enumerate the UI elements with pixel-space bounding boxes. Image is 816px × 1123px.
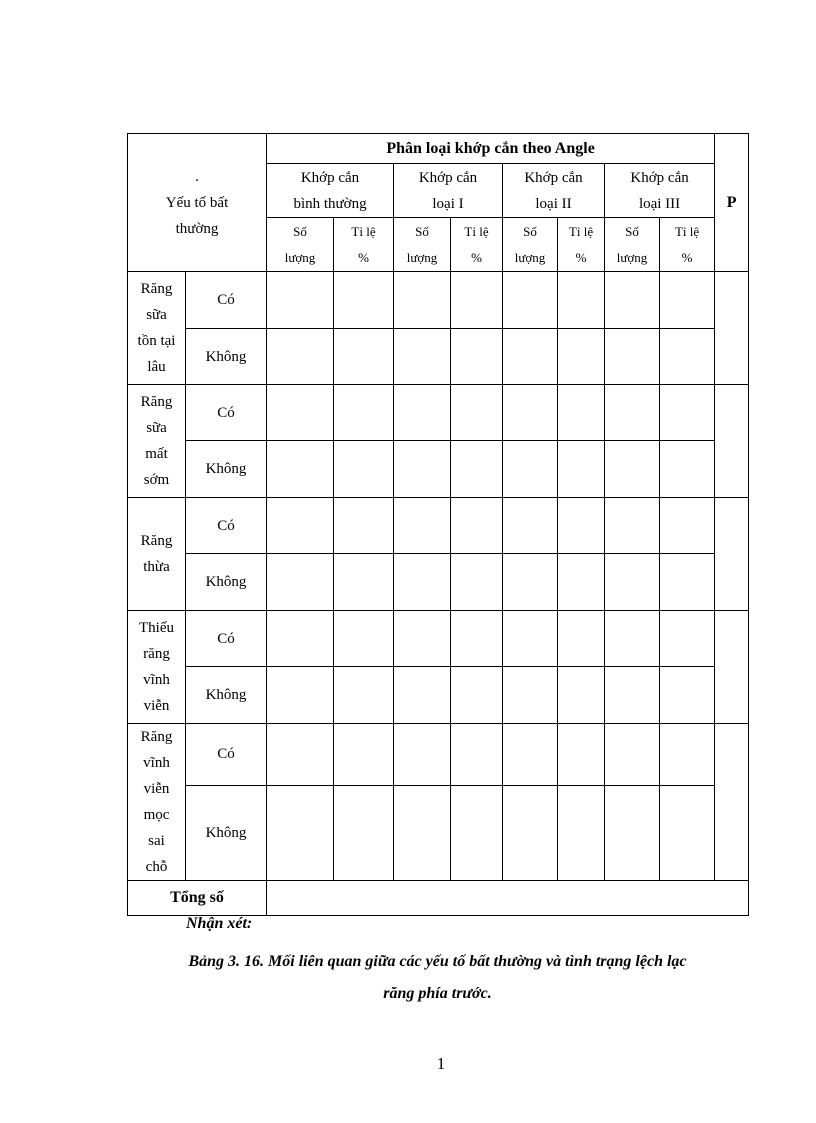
table-caption [127, 946, 748, 1010]
group-header: Khớp cắn bình thường [267, 164, 394, 218]
p-header: P [715, 134, 749, 272]
row-header-dot: . [195, 168, 199, 185]
row-header-line2: thường [175, 220, 219, 237]
factor-label: Răng thừa [128, 498, 186, 611]
group-header: Khớp cắn loại I [394, 164, 503, 218]
row-header-cell [128, 134, 267, 272]
page-number: 1 [436, 1054, 446, 1073]
sub-pct: Tỉ lệ % [660, 218, 715, 272]
sub-count: Số lượng [267, 218, 334, 272]
factor-label: Thiếu răng vĩnh viễn [128, 611, 186, 724]
row-header-line1: Yếu tố bất [165, 194, 229, 211]
p-value-cell [715, 272, 749, 385]
option-yes: Có [186, 611, 267, 667]
caption-line1: Bảng 3. 16. Mối liên quan giữa các yếu tố bất thường và tình trạng lệch lạc [188, 953, 687, 970]
note-label: Nhận xét: [186, 915, 253, 932]
option-no: Không [186, 554, 267, 611]
option-no: Không [186, 329, 267, 385]
p-value-cell [715, 611, 749, 724]
option-yes: Có [186, 385, 267, 441]
p-value-cell [715, 498, 749, 611]
factor-label: Răng vĩnh viễn mọc sai chỗ [128, 724, 186, 881]
group-header: Khớp cắn loại III [605, 164, 715, 218]
option-yes: Có [186, 272, 267, 329]
sub-count: Số lượng [605, 218, 660, 272]
factor-label: Răng sữa mất sớm [128, 385, 186, 498]
sub-count: Số lượng [394, 218, 451, 272]
sub-pct: Tỉ lệ % [558, 218, 605, 272]
group-header: Khớp cắn loại II [503, 164, 605, 218]
factor-label: Răng sữa tồn tại lâu [128, 272, 186, 385]
association-table [127, 133, 749, 916]
option-no: Không [186, 441, 267, 498]
option-yes: Có [186, 724, 267, 786]
p-value-cell [715, 385, 749, 498]
option-no: Không [186, 785, 267, 880]
sub-pct: Tỉ lệ % [334, 218, 394, 272]
option-yes: Có [186, 498, 267, 554]
caption-line2: răng phía trước. [383, 985, 492, 1002]
sub-count: Số lượng [503, 218, 558, 272]
total-label: Tổng số [128, 881, 267, 916]
total-value-cell [267, 881, 749, 916]
sub-pct: Tỉ lệ % [451, 218, 503, 272]
p-value-cell [715, 724, 749, 881]
option-no: Không [186, 667, 267, 724]
header-main: Phân loại khớp cắn theo Angle [267, 134, 715, 164]
